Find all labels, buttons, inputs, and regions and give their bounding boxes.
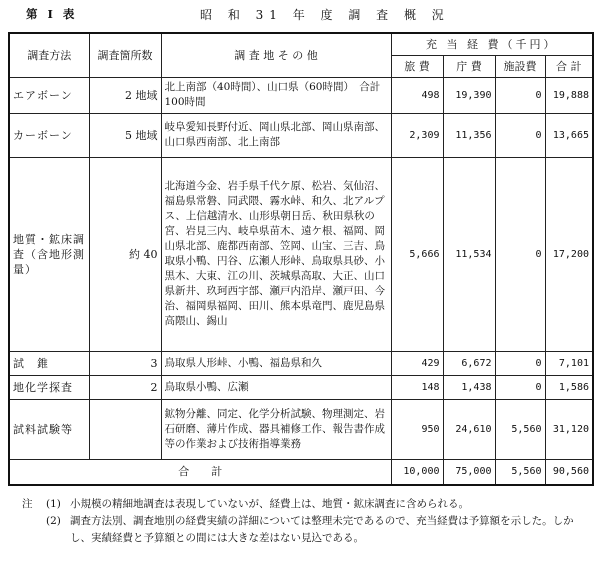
row-total: 31,120 (545, 399, 593, 459)
row-area: 北上南部（40時間）、山口県（60時間） 合計100時間 (161, 77, 391, 113)
table-row (9, 77, 593, 113)
total-sum: 90,560 (545, 459, 593, 485)
row-area: 鳥取県人形峠、小鴨、福島県和久 (161, 351, 391, 375)
col-header-total: 合 計 (545, 55, 593, 77)
col-header-count: 調査箇所数 (89, 33, 161, 77)
row-agency: 6,672 (443, 351, 495, 375)
row-area: 鉱物分離、同定、化学分析試験、物理測定、岩石研磨、薄片作成、器具補修工作、報告書作成等の作業および技術指導業務 (161, 399, 391, 459)
col-header-area: 調 査 地 そ の 他 (161, 33, 391, 77)
table-row (9, 399, 593, 459)
table-number: 第 Ⅰ 表 (26, 7, 78, 21)
row-agency: 11,534 (443, 157, 495, 351)
row-travel: 429 (391, 351, 443, 375)
row-method: カーボーン (9, 113, 89, 157)
row-facility: 0 (495, 77, 545, 113)
note-item (22, 496, 592, 513)
row-travel: 2,309 (391, 113, 443, 157)
total-travel: 10,000 (391, 459, 443, 485)
row-area: 岐阜愛知長野付近、岡山県北部、岡山県南部、山口県西南部、北上南部 (161, 113, 391, 157)
col-header-agency: 庁 費 (443, 55, 495, 77)
row-method: エアボーン (9, 77, 89, 113)
row-count (89, 399, 161, 459)
table-caption (0, 4, 600, 24)
notes (22, 496, 592, 547)
row-total: 19,888 (545, 77, 593, 113)
row-agency: 1,438 (443, 375, 495, 399)
row-travel: 5,666 (391, 157, 443, 351)
note-item (22, 513, 592, 547)
row-method: 試 錐 (9, 351, 89, 375)
row-facility: 0 (495, 351, 545, 375)
table-title: 昭 和 31 年 度 調 査 概 況 (200, 8, 450, 22)
col-header-facility: 施設費 (495, 55, 545, 77)
survey-table (8, 32, 594, 486)
row-facility: 0 (495, 157, 545, 351)
note-text: 調査方法別、調査地別の経費実績の詳細については整理未完であるので、充当経費は予算額を示した。しかし、実績経費と予算額との間には大きな差はない見込である。 (70, 515, 574, 544)
row-count: 2 (89, 375, 161, 399)
row-travel: 498 (391, 77, 443, 113)
row-method: 地質・鉱床調査（含地形測量） (9, 157, 89, 351)
row-count: 5 地域 (89, 113, 161, 157)
row-facility: 0 (495, 113, 545, 157)
col-header-travel: 旅 費 (391, 55, 443, 77)
row-area: 鳥取県小鴨、広瀬 (161, 375, 391, 399)
total-agency: 75,000 (443, 459, 495, 485)
note-number: (2) (46, 515, 61, 527)
col-header-budget: 充 当 経 費（千円） (391, 33, 593, 55)
row-total: 13,665 (545, 113, 593, 157)
row-count: 約 40 (89, 157, 161, 351)
row-area: 北海道今金、岩手県千代ケ原、松岩、気仙沼、福島県常磐、同武隈、霧水峠、和久、北アルプス、上信越清水、山形県朝日岳、秋田県秋の宮、岩見三内、岐阜県苗木、遠ケ根、福岡、岡山県北部、鹿都西南部、笠岡、山宝、三吉、鳥取県小鴨、円谷、広瀬人形峠、鳥取県具砂、小黒木、大東、江の川、茨城県高取、大正、山口県新井、玖珂西宇部、瀬戸内沿岸、瀬戸田、今治、福岡県福岡、田川、熊本県竜門、鹿児島県高隈山、錫山 (161, 157, 391, 351)
notes-prefix: 注 (22, 498, 33, 510)
total-row (9, 459, 593, 485)
row-method: 試料試験等 (9, 399, 89, 459)
table-row (9, 351, 593, 375)
row-total: 17,200 (545, 157, 593, 351)
row-travel: 148 (391, 375, 443, 399)
note-text: 小規模の精細地調査は表現していないが、経費上は、地質・鉱床調査に含められる。 (70, 498, 469, 510)
row-agency: 19,390 (443, 77, 495, 113)
row-facility: 5,560 (495, 399, 545, 459)
row-agency: 24,610 (443, 399, 495, 459)
total-label: 合 計 (9, 459, 391, 485)
row-agency: 11,356 (443, 113, 495, 157)
row-facility: 0 (495, 375, 545, 399)
note-number: (1) (46, 498, 61, 510)
row-method: 地化学探査 (9, 375, 89, 399)
row-count: 3 (89, 351, 161, 375)
table-row (9, 375, 593, 399)
col-header-method: 調査方法 (9, 33, 89, 77)
table-row (9, 157, 593, 351)
row-total: 1,586 (545, 375, 593, 399)
total-facility: 5,560 (495, 459, 545, 485)
row-travel: 950 (391, 399, 443, 459)
table-row (9, 113, 593, 157)
row-total: 7,101 (545, 351, 593, 375)
row-count: 2 地域 (89, 77, 161, 113)
